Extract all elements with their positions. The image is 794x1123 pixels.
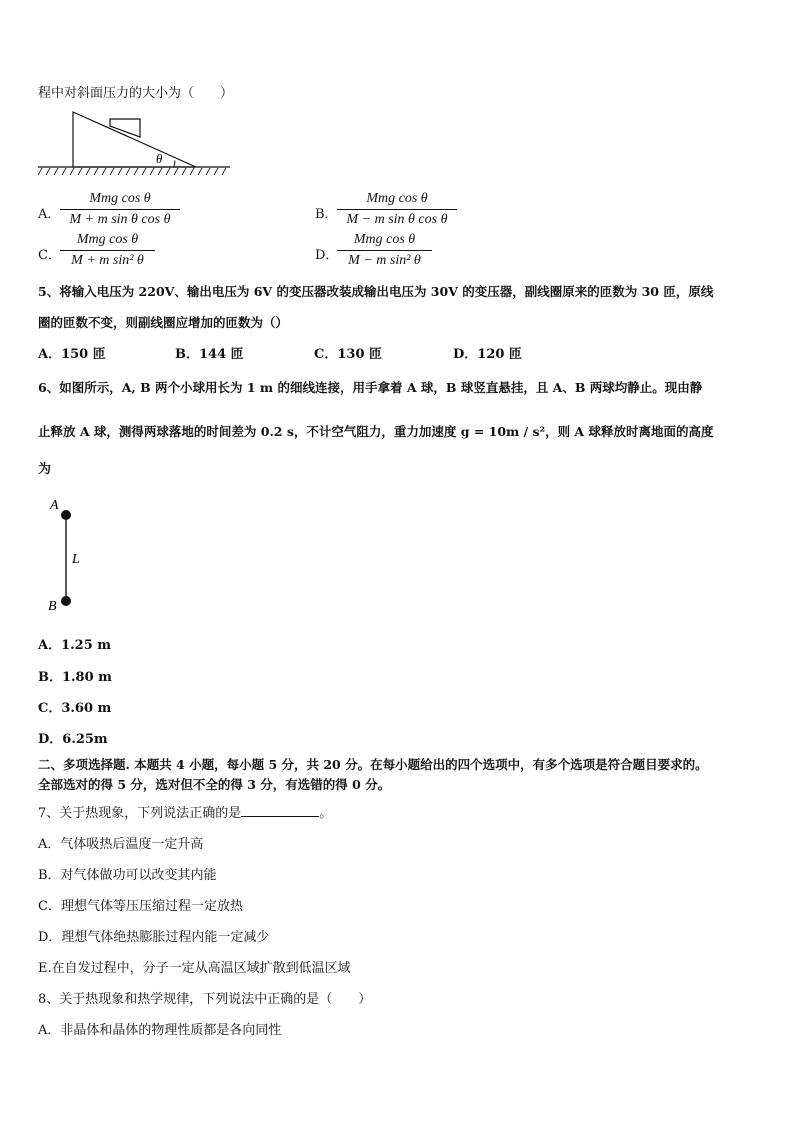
fraction-numerator: Mmg cos θ [76,232,139,247]
fraction-bar [337,209,457,210]
ground-hatch [38,168,226,175]
section2-heading-line2: 全部选对的得 5 分，选对但不全的得 3 分，有选错的得 0 分。 [38,777,391,792]
q6-option-a: A．1.25 m [38,638,112,653]
q6-option-c: C．3.60 m [38,701,112,716]
q5-stem-line2: 圈的匝数不变，则副线圈应增加的匝数为（） [38,315,289,330]
incline-figure [38,108,233,178]
fraction-bar [60,209,180,210]
fraction-bar [337,250,432,251]
theta-label: θ [156,151,163,166]
q6-option-d: D．6.25m [38,732,108,747]
q4-option-c-fraction [60,231,155,270]
fraction-denominator: M + m sin θ cos θ [69,212,171,227]
q4-option-d-fraction [337,231,432,270]
q8-stem: 8、关于热现象和热学规律，下列说法中正确的是（ ） [38,992,372,1007]
q7-option-c: C．理想气体等压压缩过程一定放热 [38,899,243,914]
fraction-bar [60,250,155,251]
q6-option-b: B．1.80 m [38,670,112,685]
q4-option-c-letter: C． [38,248,61,263]
q6-stem-line1: 6、如图所示，A, B 两个小球用长为 1 m 的细线连接，用手拿着 A 球，B 球竖直悬挂，且 A、B 两球均静止。现由静 [38,380,703,395]
fraction-denominator: M − m sin² θ [348,253,421,268]
q7-option-e: E.在自发过程中，分子一定从高温区域扩散到低温区域 [38,961,351,976]
fraction-denominator: M − m sin θ cos θ [346,212,448,227]
q6-stem-line2: 止释放 A 球，测得两球落地的时间差为 0.2 s，不计空气阻力，重力加速度 g = 10m / s²，则 A 球释放时离地面的高度 [38,424,714,439]
angle-arc [174,161,175,168]
q4-option-d-letter: D． [315,248,339,263]
answer-blank [241,804,319,817]
q6-stem-line3: 为 [38,462,52,477]
q8-option-a: A．非晶体和晶体的物理性质都是各向同性 [38,1023,282,1038]
label-a: A [50,498,59,513]
q7-stem [38,802,332,821]
q7-option-a: A．气体吸热后温度一定升高 [38,837,204,852]
ball-b [61,596,71,606]
block-shape [110,119,140,137]
fraction-numerator: Mmg cos θ [353,232,416,247]
two-balls-figure [44,493,94,618]
q7-stem-end: 。 [319,806,333,821]
q7-option-d: D．理想气体绝热膨胀过程内能一定减少 [38,930,270,945]
fraction-numerator: Mmg cos θ [366,191,428,206]
q5-stem-line1: 5、将输入电压为 220V、输出电压为 6V 的变压器改装成输出电压为 30V 的变压器，副线圈原来的匝数为 30 匝，原线 [38,284,714,299]
wedge-shape [73,112,196,167]
q4-option-b-letter: B． [315,207,338,222]
q4-stem-tail: 程中对斜面压力的大小为（ ） [38,86,234,101]
q5-option-a: A．150 匝 [38,347,106,362]
q5-option-c: C．130 匝 [314,347,383,362]
q7-stem-text: 7、关于热现象，下列说法正确的是 [38,806,242,821]
q5-option-b: B．144 匝 [175,347,244,362]
q7-option-b: B．对气体做功可以改变其内能 [38,868,217,883]
fraction-numerator: Mmg cos θ [89,191,151,206]
q4-option-b-fraction [337,190,457,229]
q4-option-a-letter: A． [38,207,61,222]
label-b: B [48,599,57,614]
q4-option-a-fraction [60,190,180,229]
q5-option-d: D．120 匝 [453,347,522,362]
ball-a [61,510,71,520]
section2-heading-line1: 二、多项选择题. 本题共 4 小题，每小题 5 分，共 20 分。在每小题给出的四个选项中，有多个选项是符合题目要求的。 [38,757,708,772]
fraction-denominator: M + m sin² θ [71,253,144,268]
label-l: L [72,552,80,567]
